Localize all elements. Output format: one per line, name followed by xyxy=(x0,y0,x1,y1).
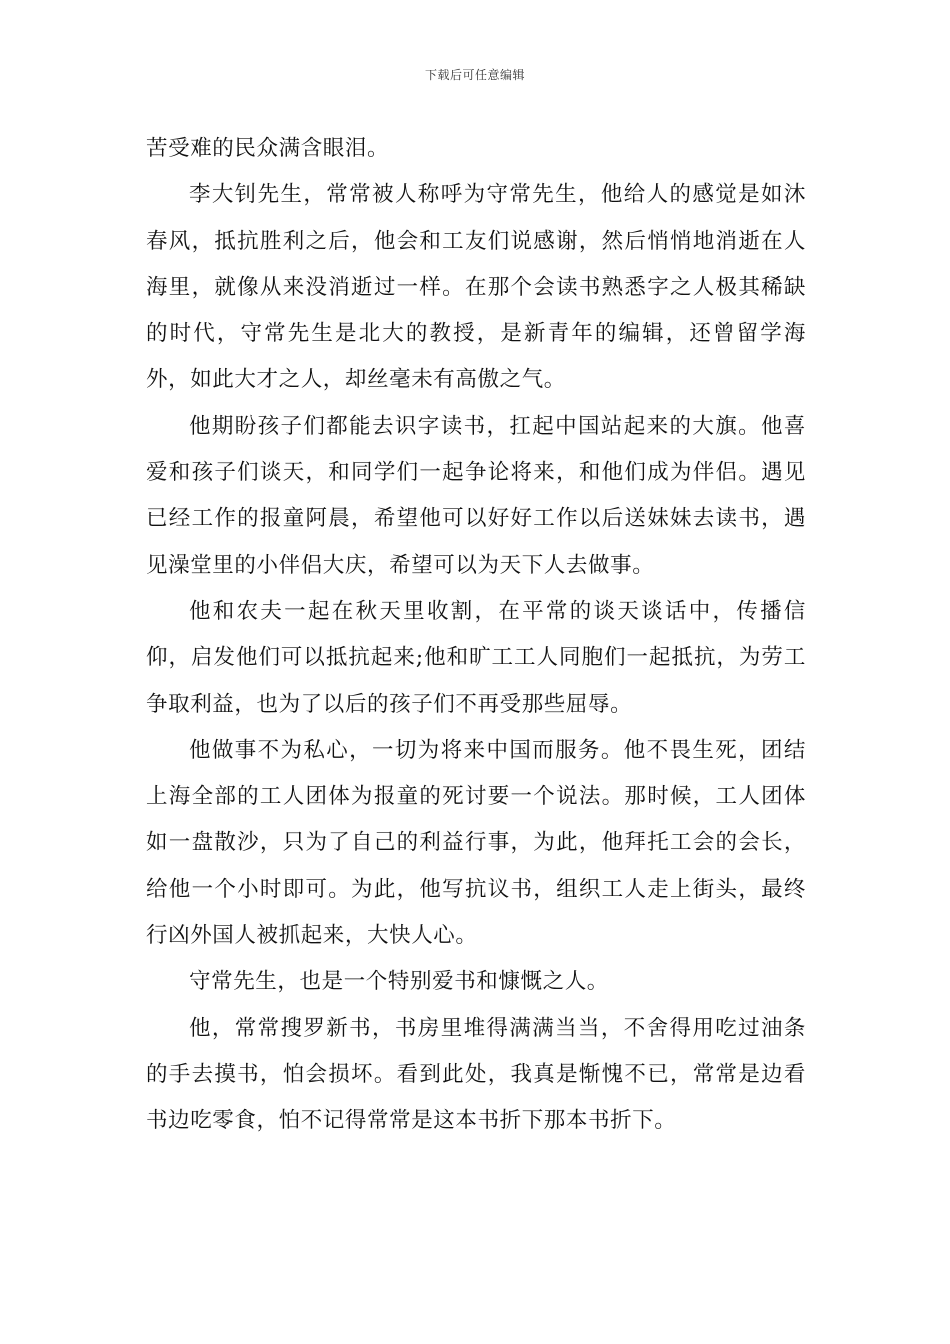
document-body xyxy=(146,126,806,1145)
paragraph: 守常先生，也是一个特别爱书和慷慨之人。 xyxy=(189,969,609,995)
paragraph: 他和农夫一起在秋天里收割，在平常的谈天谈话中，传播信仰，启发他们可以抵抗起来;他和旷工工人同胞们一起抵抗，为劳工争取利益，也为了以后的孩子们不再受那些屈辱。 xyxy=(146,598,806,717)
paragraph: 李大钊先生，常常被人称呼为守常先生，他给人的感觉是如沐春风，抵抗胜利之后，他会和工友们说感谢，然后悄悄地消逝在人海里，就像从来没消逝过一样。在那个会读书熟悉字之人极其稀缺的时代，守常先生是北大的教授，是新青年的编辑，还曾留学海外，如此大才之人，却丝毫未有高傲之气。 xyxy=(146,182,806,393)
paragraph-continuation: 苦受难的民众满含眼泪。 xyxy=(146,136,390,161)
paragraph: 他，常常搜罗新书，书房里堆得满满当当，不舍得用吃过油条的手去摸书，怕会损坏。看到此处，我真是惭愧不已，常常是边看书边吃零食，怕不记得常常是这本书折下那本书折下。 xyxy=(146,1015,806,1134)
paragraph: 他期盼孩子们都能去识字读书，扛起中国站起来的大旗。他喜爱和孩子们谈天，和同学们一起争论将来，和他们成为伴侣。遇见已经工作的报童阿晨，希望他可以好好工作以后送妹妹去读书，遇见澡堂里的小伴侣大庆，希望可以为天下人去做事。 xyxy=(146,413,806,578)
paragraph: 他做事不为私心，一切为将来中国而服务。他不畏生死，团结上海全部的工人团体为报童的死讨要一个说法。那时候，工人团体如一盘散沙，只为了自己的利益行事，为此，他拜托工会的会长，给他一个小时即可。为此，他写抗议书，组织工人走上街头，最终行凶外国人被抓起来，大快人心。 xyxy=(146,737,806,949)
page-header: 下载后可任意编辑 xyxy=(424,68,525,82)
